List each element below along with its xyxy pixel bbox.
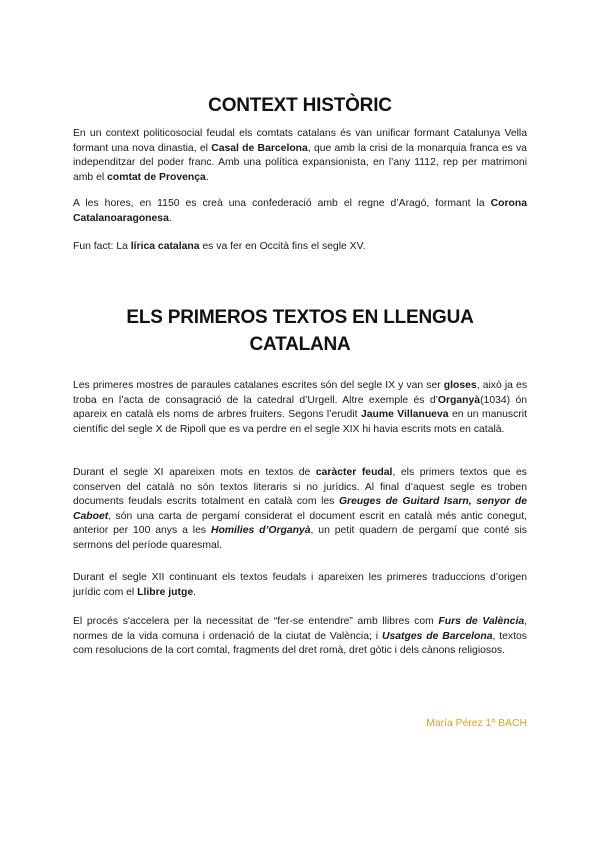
- bold-italic-furs: Furs de València: [438, 616, 525, 627]
- bold-comtat-provenca: comtat de Provença: [107, 171, 206, 183]
- bold-organya: Organyà: [437, 394, 481, 406]
- bold-italic-homilies: Homilies d’Organyà: [210, 525, 311, 537]
- texts-paragraph-3: Durant el segle XII continuant els textos feudals i apareixen les primeres traduccions d’origen jurídic com el Llibre jutge.: [73, 572, 527, 598]
- bold-caracter-feudal: caràcter feudal: [315, 467, 393, 478]
- context-paragraph-1: En un context politicosocial feudal els comtats catalans és van unificar formant Catalunya Vella formant una nova dinastia, el Casal de Barcelona, que amb la crisi de la monarquia franca es va independitzar del poder franc. Amb una política expansionista, en l’any 1112, rep per matrimoni amb el comtat de Provença.: [73, 128, 527, 183]
- author-signature: María Pérez 1º BACH: [426, 718, 527, 729]
- context-paragraph-2: A les hores, en 1150 es creà una confederació amb el regne d’Aragó, formant la Corona Catalanoaragonesa.: [73, 198, 527, 224]
- bold-jaume-villanueva: Jaume Villanueva: [360, 409, 449, 421]
- page-title-texts: ELS PRIMEROS TEXTOS EN LLENGUA CATALANA: [126, 307, 474, 355]
- bold-lirica-catalana: lírica catalana: [130, 241, 200, 252]
- bold-llibre-jutge: Llibre jutge: [137, 586, 194, 598]
- context-paragraph-3: Fun fact: La lírica catalana es va fer en Occità fins el segle XV.: [73, 241, 366, 252]
- texts-paragraph-1: Les primeres mostres de paraules catalanes escrites són del segle IX y van ser gloses, això ja es troba en l’acta de consagració de la catedral d’Urgell. Altre exemple és d’Organyà(1034) ón apareix en català els noms de arbres fruiters. Segons l’erudit Jaume Villanueva en un manuscrit científic del segle X de Ripoll que es va perdre en el segle XIX hi havia escrits mots en català.: [73, 380, 528, 435]
- bold-italic-greuges: Greuges de Guitard Isarn, senyor de Caboet: [73, 496, 527, 522]
- texts-paragraph-4: El procés s'accelera per la necessitat de “fer-se entendre” amb llibres com Furs de València, normes de la vida comuna i ordenació de la ciutat de València; i Usatges de Barcelona, textos com resolucions de la cort comtal, fragments del dret romà, dret gòtic i dels cànons religiosos.: [73, 616, 528, 657]
- bold-casal-barcelona: Casal de Barcelona: [211, 142, 308, 154]
- texts-paragraph-2: Durant el segle XI apareixen mots en textos de caràcter feudal, els primers textos que es conserven del català no són textos literaris si no jurídics. Al final d’aquest segle es troben documents feudals escrits totalment en català com les Greuges de Guitard Isarn, senyor de Caboet, són una carta de pergamí considerat el document escrit en català més antic conegut, anterior per 100 anys a les Homilies d’Organyà, un petit quadern de pergamí que conté sis sermons del període quaresmal.: [73, 467, 528, 551]
- bold-corona: Corona Catalanoaragonesa: [73, 198, 527, 224]
- bold-italic-usatges: Usatges de Barcelona: [381, 630, 493, 642]
- page-title-context: CONTEXT HISTÒRIC: [208, 95, 392, 116]
- bold-gloses: gloses: [443, 380, 477, 391]
